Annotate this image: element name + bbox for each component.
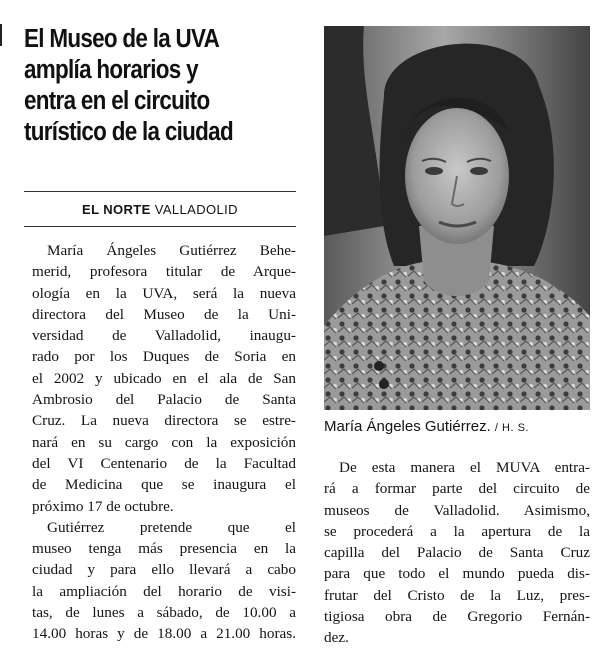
article-column-2 — [324, 457, 590, 649]
text-line: tigiosa obra de Gregorio Fernán- — [324, 608, 590, 626]
text-line: próximo 17 de octubre. — [32, 497, 174, 515]
text-line: del VI Centenario de la Facultad — [32, 454, 296, 472]
text-line: para que todo el mundo pueda dis- — [324, 565, 590, 583]
text-line: el 2002 y ubicado en el ala de San — [32, 369, 296, 387]
text-line: la ampliación del horario de visi- — [32, 582, 296, 600]
text-line: tas, de lunes a sábado, de 10.00 a — [32, 604, 296, 622]
text-line: rá a formar parte del circuito de — [324, 480, 590, 498]
headline-line: amplía horarios y — [24, 56, 198, 84]
text-line: rado por los Duques de Soria en — [32, 348, 296, 366]
text-line: nará en su cargo con la exposición — [32, 433, 296, 451]
caption-credit: / H. S. — [494, 422, 529, 434]
headline-line: El Museo de la UVA — [24, 25, 220, 53]
text-line: merid, profesora titular de Arque- — [32, 263, 296, 281]
text-line: se procederá a la apertura de la — [324, 522, 590, 540]
byline-newspaper: EL NORTE — [82, 202, 151, 217]
text-line: Cruz. La nueva directora se estre- — [32, 412, 296, 430]
text-line: directora del Museo de la Uni- — [32, 305, 296, 323]
text-line: frutar del Cristo de la Luz, pres- — [324, 586, 590, 604]
text-line: museo tenga más presencia en la — [32, 540, 296, 558]
headline-block — [24, 24, 304, 148]
byline-city: VALLADOLID — [154, 202, 238, 217]
caption-name: María Ángeles Gutiérrez. — [324, 418, 491, 435]
byline-rule-bottom — [24, 226, 296, 227]
text-line: Ambrosio del Palacio de Santa — [32, 391, 296, 409]
text-line: de Medicina que se inaugura el — [32, 476, 296, 494]
text-line: museos de Valladolid. Asimismo, — [324, 501, 590, 519]
text-line: María Ángeles Gutiérrez Behe- — [47, 242, 296, 259]
text-line: capilla del Palacio de Santa Cruz — [324, 544, 590, 562]
byline-rule-top — [24, 191, 296, 192]
column-edge-mark — [0, 24, 2, 46]
portrait-image — [324, 26, 590, 410]
headline — [24, 24, 304, 148]
portrait-photo — [324, 26, 590, 410]
photo-caption — [324, 418, 594, 435]
article-column-1 — [32, 240, 296, 645]
text-line: De esta manera el MUVA entra- — [339, 459, 590, 476]
headline-line: entra en el circuito — [24, 87, 210, 115]
headline-line: turístico de la ciudad — [24, 118, 233, 146]
text-line: ología en la UVA, será la nueva — [32, 284, 296, 302]
text-line: 14.00 horas y de 18.00 a 21.00 horas. — [32, 625, 296, 643]
text-line: dez. — [324, 629, 349, 647]
text-line: ciudad y para ello llevará a cabo — [32, 561, 296, 579]
byline — [24, 202, 296, 217]
text-line: Gutiérrez pretende que el — [47, 518, 296, 536]
text-line: versidad de Valladolid, inaugu- — [32, 327, 296, 345]
